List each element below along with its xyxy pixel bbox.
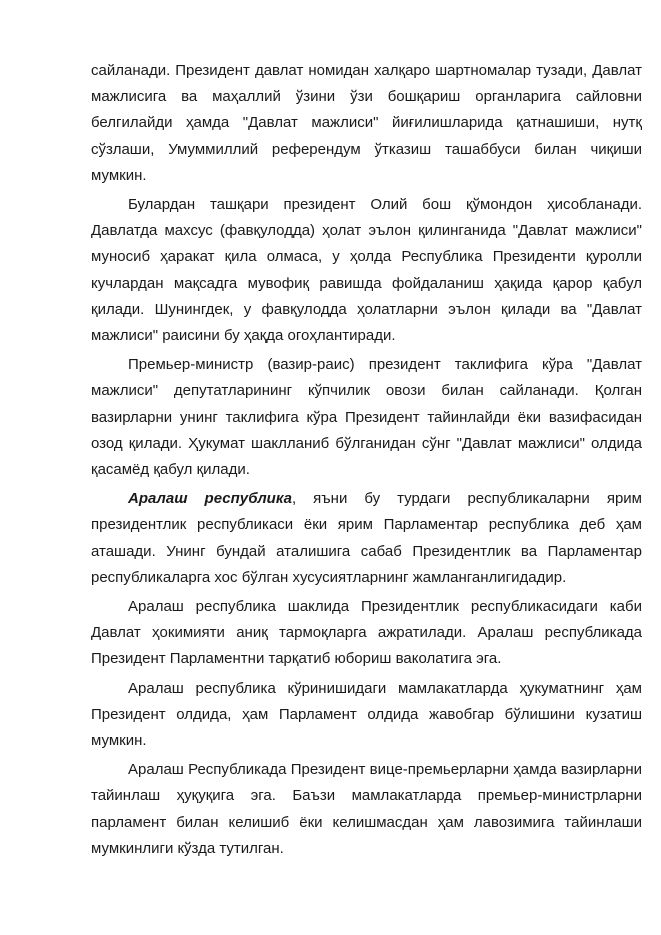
paragraph-6: Аралаш республика кўринишидаги мамлакатларда ҳукуматнинг ҳам Президент олдида, ҳам Парламент олдида жавобгар бўлишини кузатиш мумкин. <box>91 679 642 750</box>
paragraph-1: сайланади. Президент давлат номидан халқаро шартномалар тузади, Давлат мажлисига ва маҳаллий ўзини ўзи бошқариш органларига сайловни белгилайди ҳамда "Давлат мажлиси" йиғилишларида қатнашиши, нутқ сўзлаши, Умуммиллий референдум ўтказиш ташаббуси билан чиқиши мумкин. <box>91 62 642 184</box>
paragraph-5: Аралаш республика шаклида Президентлик республикасидаги каби Давлат ҳокимияти аниқ тармоқларга ажратилади. Аралаш республикада Президент Парламентни тарқатиб юбориш ваколатига эга. <box>91 598 642 668</box>
paragraph-2: Булардан ташқари президент Олий бош қўмондон ҳисобланади. Давлатда махсус (фавқулодда) ҳолат эълон қилинганида "Давлат мажлиси" муносиб ҳаракат қила олмаса, у ҳолда Республика Президенти қуролли кучлардан мақсадга мувофиқ равишда фойдаланиш ҳақида қарор қабул қилади. Шунингдек, у фавқулодда ҳолатларни эълон қилади ва "Давлат мажлиси" раисини бу ҳақда огоҳлантиради. <box>91 196 642 345</box>
paragraph-7: Аралаш Республикада Президент вице-премьерларни ҳамда вазирларни тайинлаш ҳуқуқига эга. Баъзи мамлакатларда премьер-министрларни парламент билан келишиб ёки келишмасдан ҳам лавозимига тайинлаши мумкинлиги кўзда тутилган. <box>91 761 642 857</box>
paragraph-4 <box>91 486 642 591</box>
document-page <box>91 58 642 865</box>
paragraph-3: Премьер-министр (вазир-раис) президент таклифига кўра "Давлат мажлиси" депутатларининг кўпчилик овози билан сайланади. Қолган вазирларни унинг таклифига кўра Президент тайинлайди ёки вазифасидан озод қилади. Ҳукумат шаклланиб бўлганидан сўнг "Давлат мажлиси" олдида қасамёд қабул қилади. <box>91 356 642 479</box>
paragraph-4-body: , яъни бу турдаги республикаларни ярим президентлик республикаси ёки ярим Парламентар республика деб ҳам аташади. Унинг бундай аталишига сабаб Президентлик ва Парламентар республикаларга хос бўлган хусусиятларнинг жамланганлигидадир. <box>91 490 642 586</box>
term-mixed-republic: Аралаш республика <box>128 490 292 508</box>
